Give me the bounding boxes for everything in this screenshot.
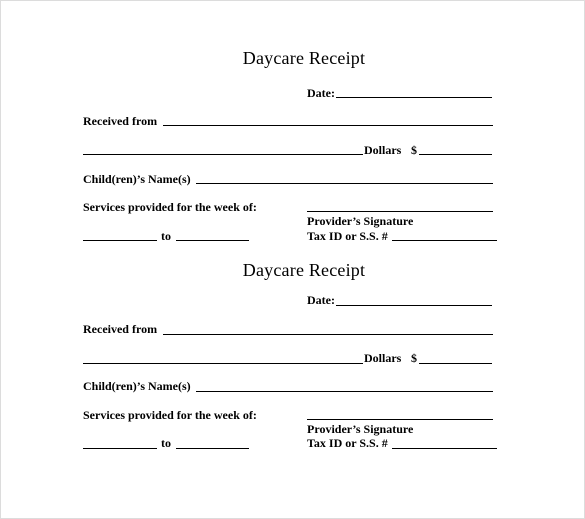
dollars-label: Dollars [364, 351, 402, 365]
amount-number-line[interactable] [419, 154, 492, 155]
week-start-line[interactable] [83, 448, 157, 449]
signature-line[interactable] [307, 419, 493, 420]
to-label: to [161, 436, 171, 450]
received-from-line[interactable] [163, 334, 493, 335]
dollar-sign: $ [411, 143, 417, 157]
date-label: Date: [307, 293, 335, 307]
dollars-label: Dollars [364, 143, 402, 157]
date-line[interactable] [336, 305, 492, 306]
services-label: Services provided for the week of: [83, 200, 257, 214]
receipt-title: Daycare Receipt [242, 48, 366, 68]
week-end-line[interactable] [176, 448, 249, 449]
taxid-label: Tax ID or S.S. # [307, 436, 388, 450]
amount-number-line[interactable] [419, 363, 492, 364]
children-names-label: Child(ren)’s Name(s) [83, 172, 191, 186]
receipt-1 [0, 0, 585, 243]
amount-words-line[interactable] [83, 363, 363, 364]
receipt-title: Daycare Receipt [242, 260, 366, 280]
date-line[interactable] [336, 97, 492, 98]
taxid-label: Tax ID or S.S. # [307, 229, 388, 243]
children-names-line[interactable] [196, 183, 493, 184]
children-names-line[interactable] [196, 391, 493, 392]
signature-label: Provider’s Signature [307, 214, 414, 228]
received-from-label: Received from [83, 114, 158, 128]
receipt-2 [0, 212, 585, 450]
date-label: Date: [307, 86, 335, 100]
received-from-label: Received from [83, 322, 158, 336]
services-label: Services provided for the week of: [83, 408, 257, 422]
to-label: to [161, 229, 171, 243]
taxid-line[interactable] [392, 448, 497, 449]
amount-words-line[interactable] [83, 154, 363, 155]
dollar-sign: $ [411, 351, 417, 365]
children-names-label: Child(ren)’s Name(s) [83, 379, 191, 393]
signature-label: Provider’s Signature [307, 422, 414, 436]
received-from-line[interactable] [163, 125, 493, 126]
